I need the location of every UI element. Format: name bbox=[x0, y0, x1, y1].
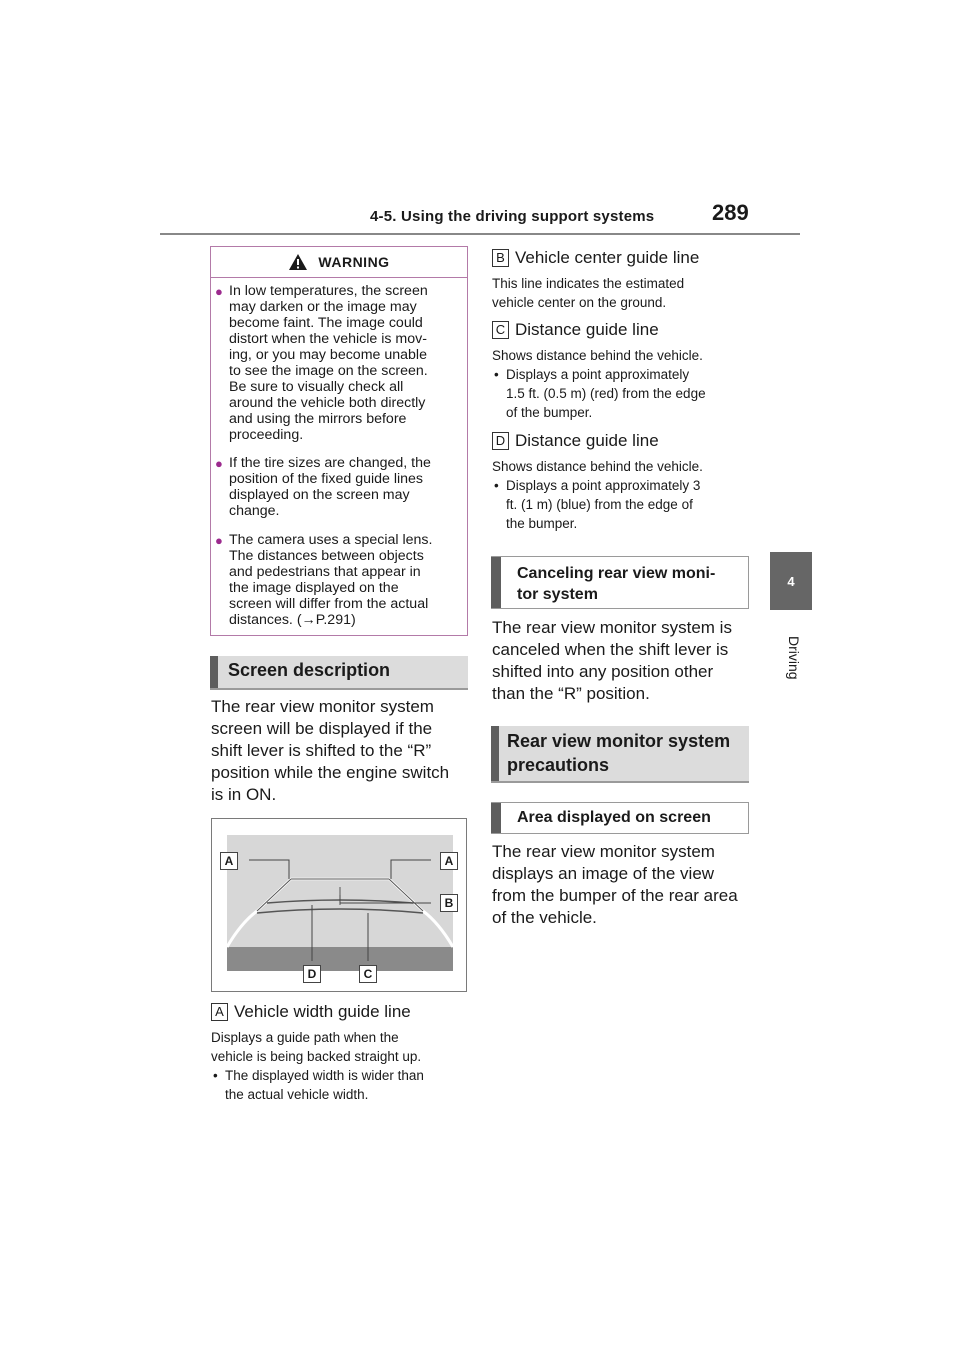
guide-line-item-a bbox=[211, 1002, 471, 1104]
item-title: Distance guide line bbox=[515, 320, 659, 339]
area-displayed-body: The rear view monitor system displays an image of the view from the bumper of the rear area of the vehicle. bbox=[492, 842, 738, 927]
screen-description-heading: Screen description bbox=[210, 656, 468, 689]
bullet-dot-icon: ● bbox=[215, 284, 223, 299]
item-title: Vehicle center guide line bbox=[515, 248, 700, 267]
warning-box bbox=[210, 246, 468, 636]
header-rule bbox=[160, 233, 800, 235]
area-displayed-heading: Area displayed on screen bbox=[491, 802, 749, 834]
item-letter-badge: D bbox=[492, 432, 509, 450]
guide-line-item-b bbox=[492, 248, 752, 312]
item-title: Distance guide line bbox=[515, 431, 659, 450]
item-title: Vehicle width guide line bbox=[234, 1002, 411, 1021]
monitor-screen bbox=[227, 835, 453, 971]
item-description: Displays a guide path when the vehicle is being backed straight up. bbox=[211, 1030, 422, 1064]
guide-line-item-d bbox=[492, 431, 752, 533]
guide-lines-graphic bbox=[227, 835, 453, 971]
warning-item: ● In low temperatures, the screen may darken or the image may become faint. The image could distort when the vehicle is mov- ing, or you may become unable to see the image on the screen. Be sure to visually check all around the vehicle both directly and using the mirrors before proceeding. bbox=[215, 283, 428, 443]
item-description: This line indicates the estimated vehicle center on the ground. bbox=[492, 276, 685, 310]
callout-a-left: A bbox=[220, 852, 238, 870]
item-bullet: • The displayed width is wider than the actual vehicle width. bbox=[211, 1066, 471, 1104]
canceling-heading: Canceling rear view moni- tor system bbox=[491, 556, 749, 609]
warning-triangle-icon bbox=[288, 253, 308, 271]
page-number: 289 bbox=[712, 200, 749, 225]
section-title: 4-5. Using the driving support systems bbox=[370, 208, 655, 225]
warning-item: ● If the tire sizes are changed, the position of the fixed guide lines displayed on the screen may change. bbox=[215, 455, 431, 519]
rear-view-screen-diagram bbox=[211, 818, 467, 992]
item-description: Shows distance behind the vehicle. bbox=[492, 348, 703, 363]
item-letter-badge: A bbox=[211, 1003, 228, 1021]
warning-item: ● The camera uses a special lens. The distances between objects and pedestrians that appear in the image displayed on the screen will differ from the actual distances. (→P.291) bbox=[215, 532, 433, 628]
heading-rule bbox=[491, 781, 749, 783]
chapter-label: Driving bbox=[786, 636, 802, 680]
guide-line-item-c bbox=[492, 320, 752, 422]
item-bullet: • Displays a point approximately 1.5 ft. (0.5 m) (red) from the edge of the bumper. bbox=[492, 365, 752, 422]
warning-header bbox=[211, 247, 467, 278]
precautions-heading: Rear view monitor system precautions bbox=[491, 726, 749, 782]
bullet-dot-icon: ● bbox=[215, 533, 223, 548]
item-letter-badge: B bbox=[492, 249, 509, 267]
bullet-dot-icon: ● bbox=[215, 456, 223, 471]
warning-title: WARNING bbox=[318, 254, 390, 270]
callout-b: B bbox=[440, 894, 458, 912]
item-bullet: • Displays a point approximately 3 ft. (1 m) (blue) from the edge of the bumper. bbox=[492, 476, 752, 533]
callout-a-right: A bbox=[440, 852, 458, 870]
item-letter-badge: C bbox=[492, 321, 509, 339]
canceling-body: The rear view monitor system is canceled when the shift lever is shifted into any position other than the “R” position. bbox=[492, 618, 732, 703]
callout-d: D bbox=[303, 965, 321, 983]
chapter-tab[interactable]: 4 bbox=[770, 552, 812, 610]
screen-description-body: The rear view monitor system screen will be displayed if the shift lever is shifted to the “R” position while the engine switch is in ON. bbox=[211, 697, 450, 804]
heading-rule bbox=[210, 688, 468, 690]
item-description: Shows distance behind the vehicle. bbox=[492, 459, 703, 474]
callout-c: C bbox=[359, 965, 377, 983]
